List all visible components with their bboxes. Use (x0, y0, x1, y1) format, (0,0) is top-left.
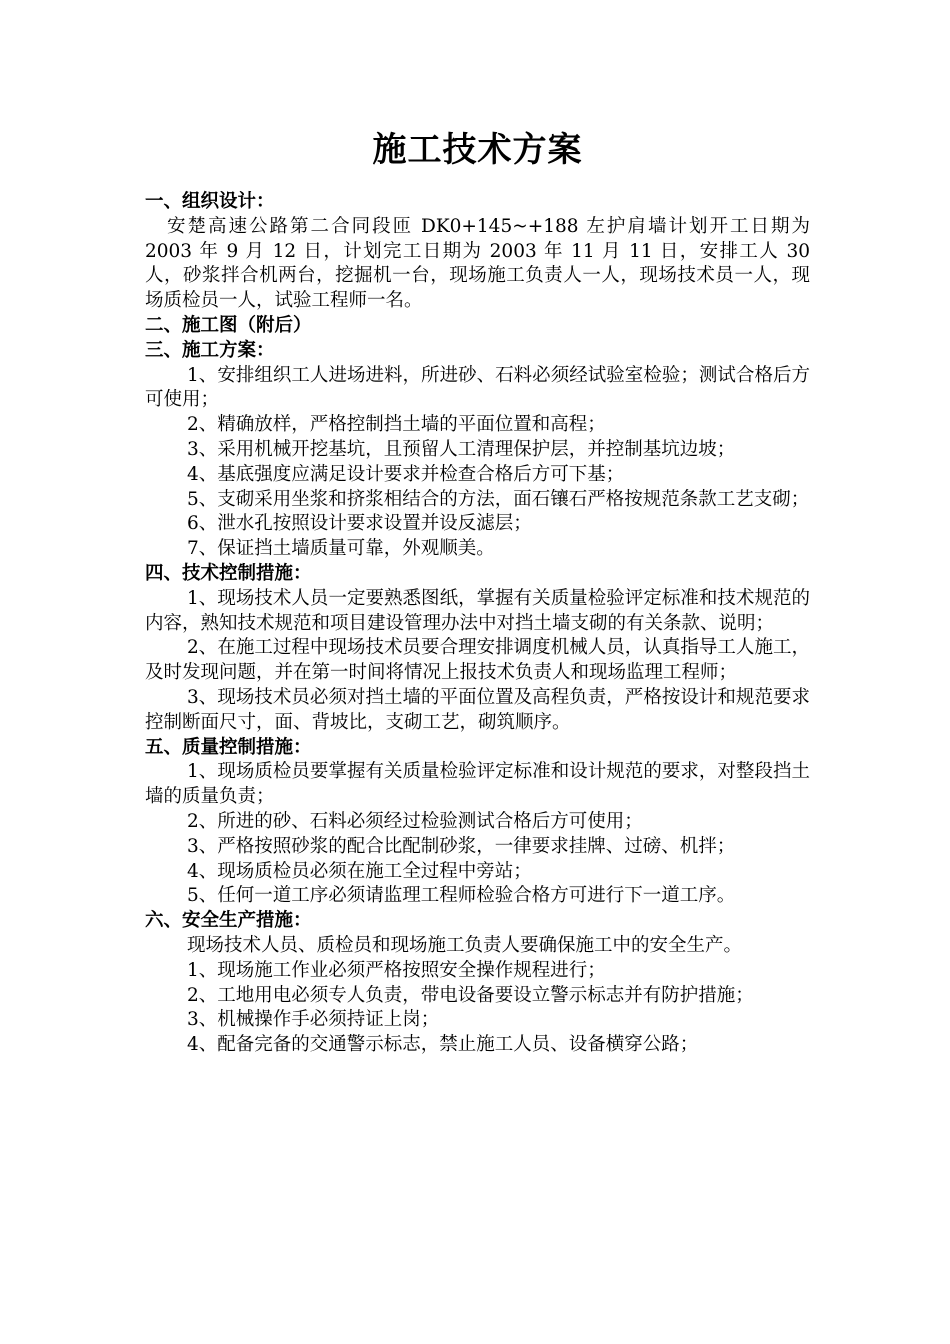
section-paragraph: 1、现场施工作业必须严格按照安全操作规程进行； (187, 959, 606, 981)
section-paragraph: 2、在施工过程中现场技术员要合理安排调度机械人员，认真指导工人施工，及时发现问题，并在第一时间将情况上报技术负责人和现场监理工程师； (145, 637, 810, 684)
section-organization-design (145, 190, 810, 314)
section-paragraph: 现场技术人员、质检员和现场施工负责人要确保施工中的安全生产。 (187, 934, 743, 956)
section-quality-control (145, 736, 810, 910)
section-paragraph: 2、工地用电必须专人负责，带电设备要设立警示标志并有防护措施； (187, 984, 754, 1006)
section-heading: 四、技术控制措施： (145, 562, 312, 584)
section-paragraph: 2、精确放样，严格控制挡土墙的平面位置和高程； (187, 414, 606, 436)
section-paragraph: 3、机械操作手必须持证上岗； (187, 1009, 440, 1031)
section-paragraph: 2、所进的砂、石料必须经过检验测试合格后方可使用； (187, 810, 643, 832)
section-paragraph: 6、泄水孔按照设计要求设置并设反滤层； (187, 513, 532, 535)
section-construction-plan (145, 339, 810, 562)
section-paragraph: 4、基底强度应满足设计要求并检查合格后方可下基； (187, 463, 625, 485)
section-paragraph: 3、严格按照砂浆的配合比配制砂浆，一律要求挂牌、过磅、机拌； (187, 835, 736, 857)
section-paragraph: 7、保证挡土墙质量可靠，外观顺美。 (187, 538, 495, 560)
section-heading: 六、安全生产措施： (145, 910, 312, 932)
document-title: 施工技术方案 (372, 130, 583, 170)
section-paragraph: 4、现场质检员必须在施工全过程中旁站； (187, 860, 532, 882)
section-paragraph: 5、任何一道工序必须请监理工程师检验合格方可进行下一道工序。 (187, 885, 736, 907)
section-heading: 三、施工方案： (145, 339, 275, 361)
section-construction-drawing (145, 314, 810, 339)
section-heading: 二、施工图（附后） (145, 314, 312, 336)
section-paragraph: 1、安排组织工人进场进料，所进砂、石料必须经试验室检验；测试合格后方可使用； (145, 364, 810, 411)
section-safety-production (145, 909, 810, 1058)
section-heading: 五、质量控制措施： (145, 736, 312, 758)
section-paragraph: 1、现场技术人员一定要熟悉图纸，掌握有关质量检验评定标准和技术规范的内容，熟知技术规范和项目建设管理办法中对挡土墙支砌的有关条款、说明； (145, 587, 810, 634)
section-paragraph: 3、现场技术员必须对挡土墙的平面位置及高程负责，严格按设计和规范要求控制断面尺寸，面、背坡比，支砌工艺，砌筑顺序。 (145, 686, 810, 733)
section-paragraph: 5、支砌采用坐浆和挤浆相结合的方法，面石镶石严格按规范条款工艺支砌； (187, 488, 810, 510)
document-page (145, 128, 810, 1058)
section-paragraph: 安楚高速公路第二合同段匝 DK0+145~+188 左护肩墙计划开工日期为 2003 年 9 月 12 日，计划完工日期为 2003 年 11 月 11 日，安排工人 30 人，砂浆拌合机两台，挖掘机一台，现场施工负责人一人，现场技术员一人，现场质检员一人，试验工程师一名。 (145, 215, 810, 312)
section-heading: 一、组织设计： (145, 191, 275, 212)
section-paragraph: 1、现场质检员要掌握有关质量检验评定标准和设计规范的要求，对整段挡土墙的质量负责； (145, 761, 810, 808)
section-technical-control (145, 562, 810, 736)
section-paragraph: 3、采用机械开挖基坑，且预留人工清理保护层，并控制基坑边坡； (187, 438, 736, 460)
section-paragraph: 4、配备完备的交通警示标志，禁止施工人员、设备横穿公路； (187, 1034, 699, 1056)
